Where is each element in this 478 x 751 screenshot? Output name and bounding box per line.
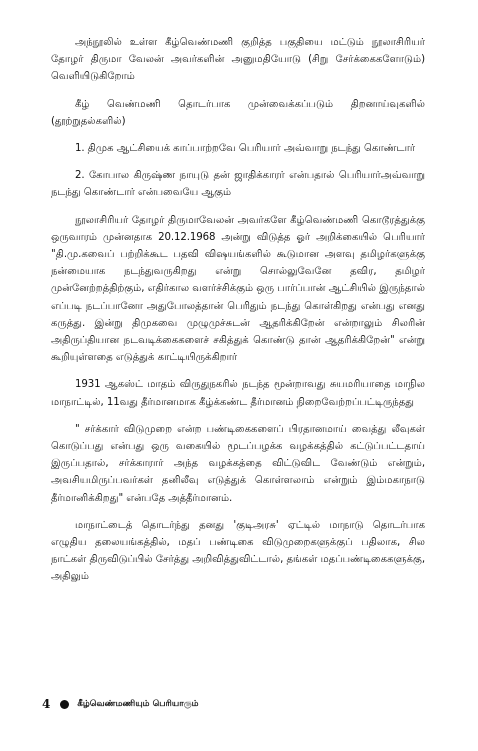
paragraph-point-2: 2. கோபால கிருஷ்ண நாயுடு தன் ஜாதிக்காரர் என்பதால் பெரியார்அவ்வாறு நடந்து கொண்டார் என்பவையே ஆகும் bbox=[51, 170, 425, 199]
paragraph-intro: அந்நூலில் உள்ள கீழ்வெண்மணி குறித்த பகுதியை மட்டும் நூலாசிரியர் தோழர் திருமா வேலன் அவர்களின் அனுமதியோடு (சிறு சேர்க்கைகளோடும்) வெளியிடுகிறோம் bbox=[51, 37, 425, 83]
paragraph-statement-1968: நூலாசிரியர் தோழர் திருமாவேலன் அவர்களே கீழ்வெண்மணி கொடூரத்துக்கு ஒருவாரம் முன்னதாக 20.12.1968 அன்று விடுத்த ஓர் அறிக்கையில் பெரியார் "தி.மு.கவைப் பற்றிக்கூட பதவி விஷயங்களில் கூடுமான அளவு தமிழர்களுக்கு நன்மையாக நடந்துவருகிறது என்று சொல்லுவேனே தவிர, தமிழர் முன்னேற்றத்திற்கும், எதிர்கால வளர்ச்சிக்கும் ஒரு பார்ப்பான் ஆட்சியில் இருந்தால் எப்படி நடப்பானோ அதுபோலத்தான் பெரிதும் நடந்து கொள்கிறது என்பது எனது கருத்து. இன்று திமுகவை முழுமுச்சுடன் ஆதரிக்கிறேன் என்றாலும் சிலரின் அதிருப்தியான நடவடிக்கைகளைச் சகித்துக் கொண்டு தான் ஆதரிக்கிறேன்" என்று கூறியுள்ளதை எடுத்துக் காட்டியிருக்கிறார் bbox=[51, 214, 425, 364]
paragraph-resolution-quote: " சர்க்கார் விடுமுறை என்ற பண்டிகைகளைப் பிரதானமாய் வைத்து லீவுகள் கொடுப்பது என்பது ஒரு வகையில் மூடப்பழக்க வழக்கத்தில் கட்டுப்பட்டதாய் இருப்பதால், சர்க்காரார் அந்த வழக்கத்தை விட்டுவிட வேண்டும் என்றும், அவசியமிருப்பவர்கள் தனிலீவு எடுத்துக் கொள்ளலாம் என்றும் இம்மகாநாடு தீர்மானிக்கிறது" என்பதே அத்தீர்மானம். bbox=[51, 423, 425, 504]
page-number: 4 bbox=[42, 697, 51, 711]
body-text bbox=[51, 34, 425, 596]
bullet-icon bbox=[60, 700, 69, 709]
running-title: கீழ்வெண்மணியும் பெரியாரும் bbox=[77, 698, 199, 709]
page-footer bbox=[42, 696, 199, 712]
paragraph-point-1: 1. திமுக ஆட்சியைக் காப்பாற்றவே பெரியார் அவ்வாறு நடந்து கொண்டார் bbox=[75, 143, 416, 155]
paragraph-criticisms-heading: கீழ் வெண்மணி தொடர்பாக முன்வைக்கப்படும் திறனாய்வுகளில் (தூற்றுதல்களில்) bbox=[51, 98, 425, 127]
paragraph-kudiarasu: மாநாட்டைத் தொடர்ந்து தனது 'குடிஅரசு' ஏட்டில் மாநாடு தொடர்பாக எழுதிய தலையங்கத்தில், மதப் பண்டிகை விடுமுறைகளுக்குப் பதிலாக, சில நாட்கள் திருவிடுப்பில் சேர்த்து அறிவித்துவிட்டால், தங்கள் மதப்பண்டிகைகளுக்கு, அதிலும் bbox=[51, 519, 425, 583]
paragraph-conference-1931: 1931 ஆகஸ்ட் மாதம் விருதுநகரில் நடந்த மூன்றாவது சுயமரியாதை மாநில மாநாட்டில், 11வது தீர்மானமாக கீழ்க்கண்ட தீர்மானம் நிறைவேற்றப்பட்டிருந்தது bbox=[51, 379, 425, 408]
